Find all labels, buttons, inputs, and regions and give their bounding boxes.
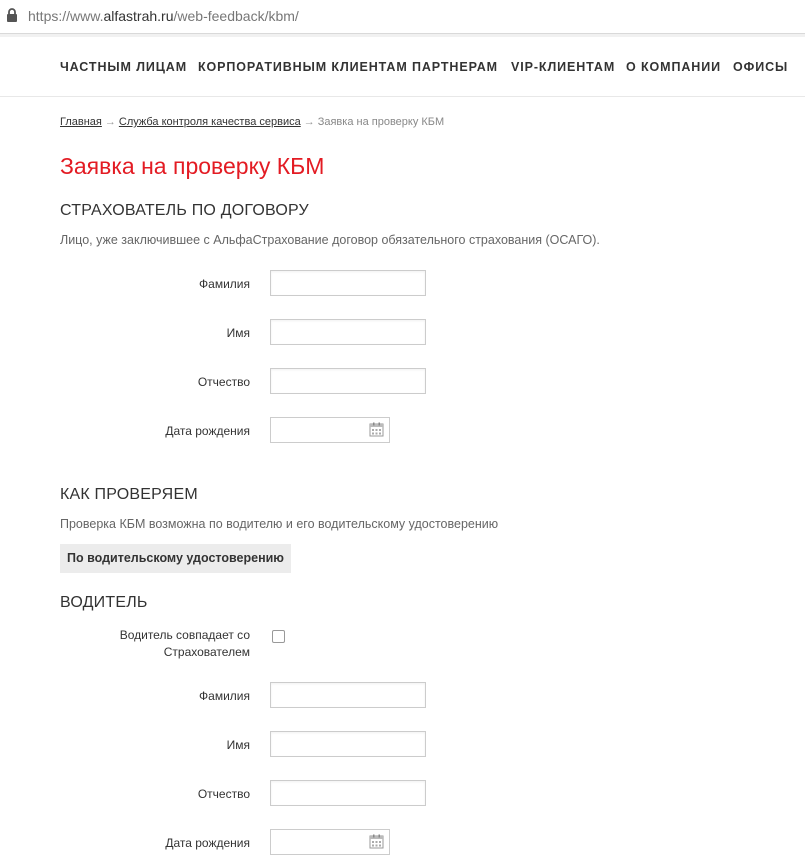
nav-item-private[interactable]: ЧАСТНЫМ ЛИЦАМ (60, 60, 188, 74)
driver-same-label (90, 627, 250, 661)
insurer-heading: СТРАХОВАТЕЛЬ ПО ДОГОВОРУ (60, 202, 309, 219)
insurer-name-label: Имя (226, 326, 250, 340)
driver-name-input[interactable] (271, 732, 425, 756)
check-method-button[interactable]: По водительскому удостоверению (60, 544, 291, 573)
driver-birthdate-label: Дата рождения (165, 836, 250, 850)
insurer-description: Лицо, уже заключившее с АльфаСтрахование договор обязательного страхования (ОСАГО). (60, 233, 600, 247)
insurer-birthdate-field[interactable] (270, 417, 390, 443)
insurer-name-input[interactable] (271, 320, 425, 344)
driver-name-field[interactable] (270, 731, 426, 757)
breadcrumb-section-link[interactable]: Служба контроля качества сервиса (118, 116, 301, 128)
driver-patronymic-label: Отчество (197, 787, 250, 801)
insurer-name-field[interactable] (270, 319, 426, 345)
driver-same-checkbox[interactable] (272, 630, 285, 643)
calendar-icon[interactable] (369, 834, 384, 854)
breadcrumb-current: Заявка на проверку КБМ (317, 116, 445, 128)
breadcrumb: Главная → Служба контроля качества сервиса → Заявка на проверку КБМ (60, 116, 445, 128)
nav-item-corporate[interactable]: КОРПОРАТИВНЫМ КЛИЕНТАМ (198, 60, 408, 74)
driver-surname-label: Фамилия (199, 689, 250, 703)
breadcrumb-home-link[interactable]: Главная (60, 116, 102, 128)
browser-url-bar[interactable] (0, 0, 805, 34)
main-nav (0, 37, 805, 97)
page-title: Заявка на проверку КБМ (60, 153, 325, 179)
insurer-patronymic-label: Отчество (197, 375, 250, 389)
insurer-patronymic-input[interactable] (271, 369, 425, 393)
insurer-surname-label: Фамилия (199, 277, 250, 291)
insurer-patronymic-field[interactable] (270, 368, 426, 394)
driver-birthdate-field[interactable] (270, 829, 390, 855)
nav-item-vip[interactable]: VIP-КЛИЕНТАМ (511, 60, 616, 74)
driver-patronymic-field[interactable] (270, 780, 426, 806)
lock-icon (6, 8, 18, 28)
driver-birthdate-input[interactable] (271, 830, 361, 854)
driver-surname-input[interactable] (271, 683, 425, 707)
check-description: Проверка КБМ возможна по водителю и его водительскому удостоверению (60, 517, 499, 531)
driver-name-label: Имя (226, 738, 250, 752)
driver-same-label-line1: Водитель совпадает со (119, 628, 250, 642)
insurer-birthdate-input[interactable] (271, 418, 361, 442)
driver-heading: ВОДИТЕЛЬ (60, 594, 148, 611)
insurer-surname-field[interactable] (270, 270, 426, 296)
calendar-icon[interactable] (369, 422, 384, 442)
driver-same-label-line2: Страхователем (163, 645, 250, 659)
driver-patronymic-input[interactable] (271, 781, 425, 805)
insurer-birthdate-label: Дата рождения (165, 424, 250, 438)
insurer-surname-input[interactable] (271, 271, 425, 295)
nav-item-partners[interactable]: ПАРТНЕРАМ (412, 60, 498, 74)
nav-item-offices[interactable]: ОФИСЫ (733, 60, 789, 74)
url-text[interactable]: https://www.alfastrah.ru/web-feedback/kbm/ (28, 8, 299, 24)
driver-surname-field[interactable] (270, 682, 426, 708)
check-heading: КАК ПРОВЕРЯЕМ (60, 486, 198, 503)
nav-item-about[interactable]: О КОМПАНИИ (626, 60, 721, 74)
